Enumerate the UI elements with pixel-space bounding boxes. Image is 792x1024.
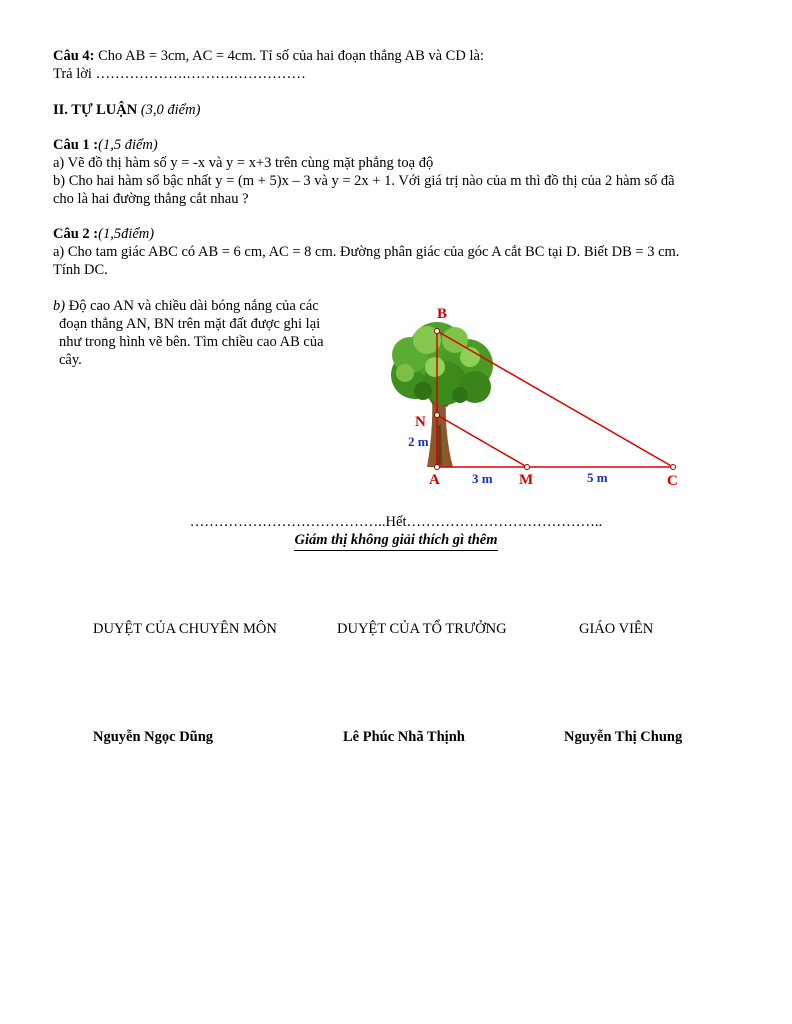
- cau-1-part-b-line-1: b) Cho hai hàm số bậc nhất y = (m + 5)x – 3 và y = 2x + 1. Với giá trị nào của m thì đồ thị của 2 hàm số đã: [53, 173, 675, 189]
- label-an-length: 2 m: [408, 434, 429, 449]
- cau-1-points: (1,5 điểm): [98, 137, 158, 153]
- question-4-answer: Trả lời ……………….……….……………: [53, 66, 306, 82]
- point-a: [435, 465, 440, 470]
- label-n: N: [415, 414, 426, 430]
- label-m: M: [519, 472, 534, 488]
- signature-heading-to-truong: DUYỆT CỦA TỔ TRƯỞNG: [337, 621, 507, 637]
- signature-name-giao-vien: Nguyễn Thị Chung: [564, 729, 683, 745]
- cau-1-label: Câu 1 :: [53, 137, 99, 153]
- point-b: [435, 329, 440, 334]
- label-a: A: [429, 472, 440, 488]
- cau-2-part-b-line-3: như trong hình vẽ bên. Tìm chiều cao AB của: [59, 334, 324, 350]
- cau-2-part-a-line-1: a) Cho tam giác ABC có AB = 6 cm, AC = 8 cm. Đường phân giác của góc A cắt BC tại D. Biết DB = 3 cm.: [53, 244, 680, 260]
- section-2-heading: [53, 101, 200, 119]
- tree-illustration: [391, 322, 493, 467]
- label-am-length: 3 m: [472, 471, 493, 486]
- cau-2-part-b-label: b): [53, 298, 66, 314]
- cau-2-part-b: [53, 297, 353, 369]
- point-n: [435, 413, 440, 418]
- cau-2-points: (1,5điểm): [98, 226, 155, 242]
- cau-2-heading: [53, 225, 154, 243]
- proctor-note: [0, 532, 792, 549]
- cau-1-part-a: a) Vẽ đồ thị hàm số y = -x và y = x+3 trên cùng mặt phẳng toạ độ: [53, 155, 434, 171]
- section-2-title: II. TỰ LUẬN: [53, 102, 138, 118]
- signature-name-chuyen-mon: Nguyễn Ngọc Dũng: [93, 729, 214, 745]
- cau-1-part-b-line-2: cho là hai đường thẳng cắt nhau ?: [53, 191, 249, 207]
- question-4-text: Cho AB = 3cm, AC = 4cm. Tỉ số của hai đoạn thẳng AB và CD là:: [94, 48, 484, 64]
- signature-name-to-truong: Lê Phúc Nhã Thịnh: [343, 729, 465, 745]
- question-4: [53, 47, 484, 65]
- cau-2-part-a-line-2: Tính DC.: [53, 262, 108, 278]
- cau-2-part-b-line-2: đoạn thẳng AN, BN trên mặt đất được ghi lại: [59, 316, 321, 332]
- point-m: [525, 465, 530, 470]
- section-2-points: (3,0 điểm): [137, 102, 201, 118]
- label-b: B: [437, 306, 448, 322]
- cau-1-heading: [53, 136, 158, 154]
- point-c: [671, 465, 676, 470]
- signature-heading-giao-vien: GIÁO VIÊN: [579, 621, 654, 637]
- label-c: C: [667, 473, 678, 489]
- end-marker: …………………………………..Hết…………………………………..: [189, 514, 603, 530]
- proctor-note-text: Giám thị không giải thích gì thêm: [294, 532, 497, 551]
- tree-shadow-figure: [375, 295, 695, 495]
- cau-2-part-b-line-4: cây.: [59, 352, 82, 368]
- question-4-label: Câu 4:: [53, 48, 95, 64]
- cau-2-label: Câu 2 :: [53, 226, 99, 242]
- signature-heading-chuyen-mon: DUYỆT CỦA CHUYÊN MÔN: [93, 621, 277, 637]
- cau-2-part-b-line-1: Độ cao AN và chiều dài bóng nắng của các: [65, 298, 319, 314]
- label-mc-length: 5 m: [587, 470, 608, 485]
